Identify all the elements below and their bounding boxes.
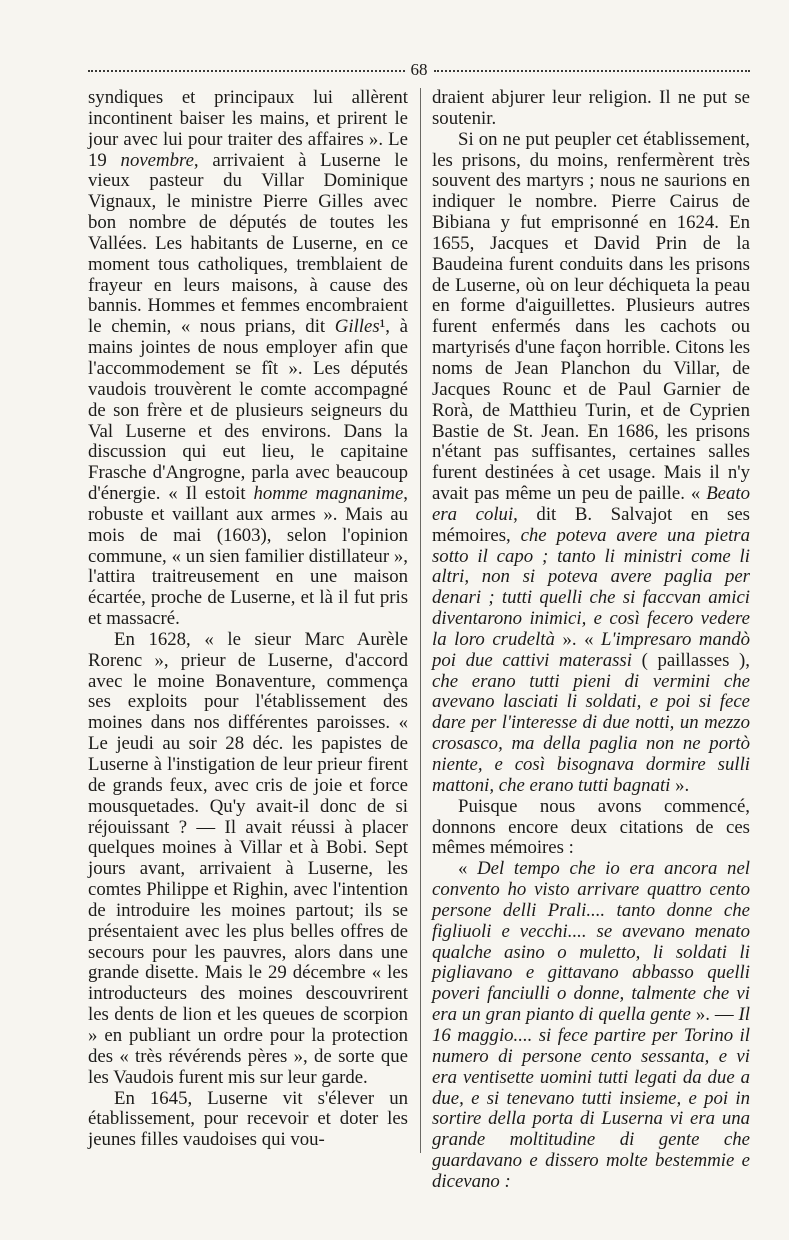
text-run: Puisque nous avons commencé, donnons encore deux citations de ces mêmes mémoires : [432, 795, 750, 859]
column-divider [420, 88, 421, 1153]
text-run: ». [670, 774, 690, 796]
text-run: En 1645, Luserne vit s'élever un établissement, pour recevoir et doter les jeunes filles vaudoises qui vou- [88, 1087, 408, 1151]
paragraph [88, 1089, 408, 1152]
paragraph [432, 859, 750, 1193]
header-rule-left [88, 70, 405, 72]
text-run: « [458, 858, 478, 880]
italic-quote: L'impresaro mandò poi due cattivi materassi [432, 628, 751, 671]
italic-quote: novembre [120, 149, 194, 171]
text-run: ¹, à mains jointes de nous employer afin que l'accommodement se fît ». Les députés vaudois trouvèrent le comte accompagné de son frère et de plusieurs seigneurs du Val Luserne et des environs. Dans la discussion qui eut lieu, le capitaine Frasche d'Angrogne, parla avec beaucoup d'énergie. « Il estoit [88, 316, 408, 505]
paragraph [88, 88, 408, 630]
text-run: ». — [690, 1004, 739, 1026]
italic-quote: che erano tutti pieni di vermini che avevano lasciati li soldati, e poi si fece dare per l'interesse di due notti, un mezzo crosasco, ma della paglia non ne portò niente, e così bisognava dormire sulli mattoni, che erano tutti bagnati [432, 670, 750, 796]
page-number: 68 [410, 59, 428, 79]
italic-quote: Il 16 maggio.... si fece partire per Torino il numero di persone cento sessanta, e vi era ventisette uomini tutti legati da due a due, e si tenevano tutti insieme, e poi in sortire della porta di Luserna vi era una grande moltitudine di gente che guardavano e dissero molte bestemmie e dicevano : [432, 1004, 750, 1192]
text-run: ( paillasses ), [631, 649, 750, 671]
left-column [88, 88, 408, 1151]
text-run: ». « [554, 628, 602, 650]
text-run: En 1628, « le sieur Marc Aurèle Rorenc », prieur de Luserne, d'accord avec le moine Bonaventure, commença ses exploits pour l'établissement des moines dans nos différentes paroisses. « Le jeudi au soir 28 déc. les papistes de Luserne à l'instigation de leur prieur firent de grands feux, avec cris de joie et force mousquetades. Qu'y avait-il donc de si réjouissant ? — Il avait réussi à placer quelques moines à Villar et à Bobi. Sept jours avant, arrivaient à Luserne, les comtes Philippe et Righin, avec l'intention de introduire les moines partout; ils se présentaient avec les plus belles offres de secours pour les pauvres, alors dans une grande disette. Mais le 29 décembre « les introducteurs des moines descouvrirent les dents de lion et les queues de scorpion » en publiant un ordre pour la protection des « très révérends pères », de sorte que les Vaudois furent mis sur leur garde. [88, 628, 408, 1088]
italic-quote: Del tempo che io era ancora nel convento ho visto arrivare quattro cento persone delli Prali.... tanto donne che figliuoli e vecchi.... se avevano menato qualche asino o muletto, li soldati li pigliavano e gittavano abbasso quelli poveri fanciulli o donne, talmente che vi era un gran pianto di quella gente [432, 858, 751, 1026]
header-rule-right [434, 70, 751, 72]
right-column [432, 88, 750, 1193]
text-run: Si on ne put peupler cet établissement, les prisons, du moins, renfermèrent très souvent des martyrs ; nous ne saurions en indiquer le nombre. Pierre Cairus de Bibiana y fut emprisonné en 1624. En 1655, Jacques et David Prin de la Baudeina furent conduits dans les prisons de Luserne, où on leur déchiqueta la peau en forme d'aiguillettes. Plusieurs autres furent enfermés dans les cachots ou martyrisés d'une façon horrible. Citons les noms de Jean Planchon du Villar, de Jacques Rounc et de Paul Garnier de Rorà, de Matthieu Turin, et de Cyprien Bastie de St. Jean. En 1686, les prisons n'étant pas suffisantes, certaines salles furent destinées à cet usage. Mais il n'y avait pas même un peu de paille. « [432, 128, 750, 505]
text-run: , arrivaient à Luserne le vieux pasteur du Villar Dominique Vignaux, le ministre Pierre Gilles avec bon nombre de députés de toutes les Vallées. Les habitants de Luserne, en ce moment tous catholiques, tremblaient de frayeur en leurs maisons, à cause des bannis. Hommes et femmes encombraient le chemin, « nous prians, dit [88, 149, 408, 338]
italic-quote: homme magnanime [253, 483, 404, 505]
italic-quote: che poteva avere una pietra sotto il capo ; tanto li ministri come li altri, non si poteva avere paglia per denari ; tutti quelli che si faccvan amici diventarono inimici, e così fecero vedere la loro crudeltà [432, 524, 751, 650]
paragraph [432, 130, 750, 797]
page-header [88, 58, 750, 80]
paragraph [432, 797, 750, 860]
italic-quote: Beato era colui [432, 483, 750, 525]
paragraph [432, 88, 750, 130]
text-run: draient abjurer leur religion. Il ne put se soutenir. [432, 87, 750, 129]
text-run: , dit B. Salvajot en ses mémoires, [432, 503, 750, 546]
text-run: , robuste et vaillant aux armes ». Mais au mois de mai (1603), selon l'opinion commune, « un sien familier distillateur », l'attira traitreusement en une maison écartée, proche de Luserne, et là il fut pris et massacré. [88, 483, 408, 630]
italic-quote: Gilles [334, 316, 380, 338]
text-run: syndiques et principaux lui allèrent incontinent baiser les mains, et prirent le jour avec lui pour traiter des affaires ». Le 19 [88, 87, 408, 171]
paragraph [88, 630, 408, 1089]
